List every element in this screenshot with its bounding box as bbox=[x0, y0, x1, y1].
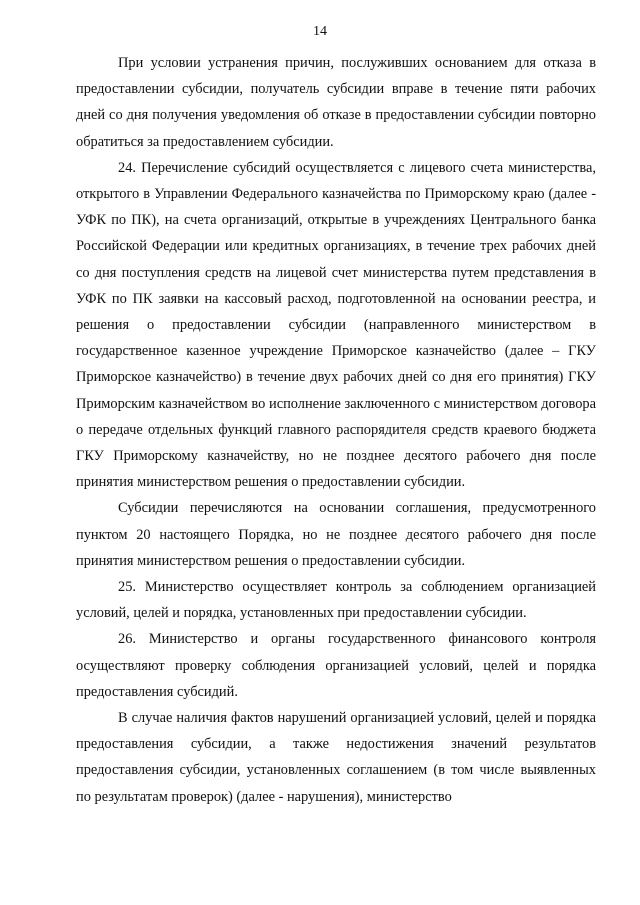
document-body bbox=[76, 50, 596, 810]
paragraph-25-control: 25. Министерство осуществляет контроль за соблюдением организацией условий, целей и порядка, установленных при предоставлении субсидии. bbox=[76, 579, 596, 622]
paragraph-24-transfer: 24. Перечисление субсидий осуществляется с лицевого счета министерства, открытого в Управлении Федерального казначейства по Приморскому краю (далее - УФК по ПК), на счета организаций, открытые в учреждениях Центрального банка Российской Федерации или кредитных организациях, в течение трех рабочих дней со дня поступления средств на лицевой счет министерства путем представления в УФК по ПК заявки на кассовый расход, подготовленной на основании реестра, и решения о предоставлении субсидии (направленного министерством в государственное казенное учреждение Приморское казначейство (далее – ГКУ Приморское казначейство) в течение двух рабочих дней со дня его принятия) ГКУ Приморским казначейством во исполнение заключенного с министерством договора о передаче отдельных функций главного распорядителя средств краевого бюджета ГКУ Приморскому казначейству, но не позднее десятого рабочего дня после принятия министерством решения о предоставлении субсидии. bbox=[76, 159, 596, 491]
paragraph-violations: В случае наличия фактов нарушений организацией условий, целей и порядка предоставления субсидии, а также недостижения значений результатов предоставления субсидии, установленных соглашением (в том числе выявленных по результатам проверок) (далее - нарушения), министерство bbox=[76, 710, 596, 805]
paragraph-resubmission: При условии устранения причин, послуживших основанием для отказа в предоставлении субсидии, получатель субсидии вправе в течение пяти рабочих дней со дня получения уведомления об отказе в предоставлении субсидии повторно обратиться за предоставлением субсидии. bbox=[76, 55, 596, 150]
paragraph-26-verification: 26. Министерство и органы государственного финансового контроля осуществляют проверку соблюдения организацией условий, целей и порядка предоставления субсидий. bbox=[76, 631, 596, 700]
paragraph-transfer-basis: Субсидии перечисляются на основании соглашения, предусмотренного пунктом 20 настоящего Порядка, но не позднее десятого рабочего дня после принятия министерством решения о предоставлении субсидии. bbox=[76, 500, 596, 569]
page-number: 14 bbox=[313, 24, 327, 39]
